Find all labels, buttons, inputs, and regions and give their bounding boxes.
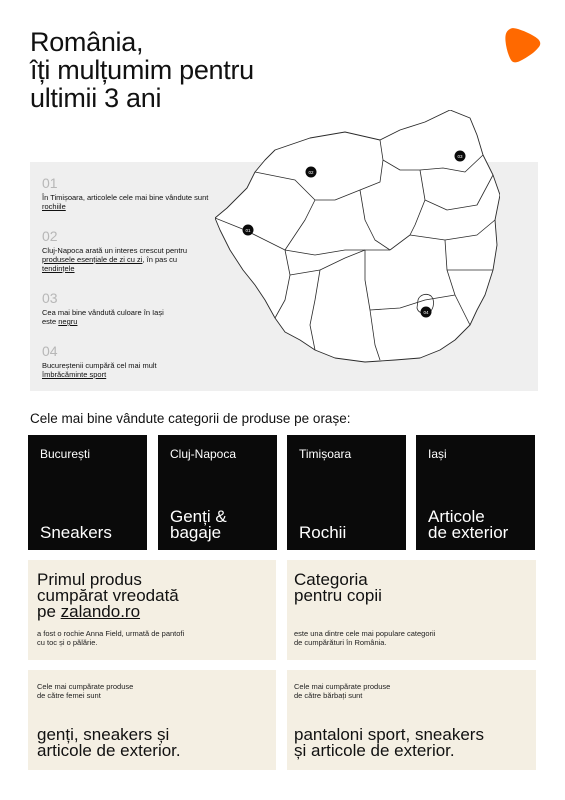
city-top-category: Genți & bagaje [170,507,227,542]
city-top-category: Sneakers [40,523,112,542]
city-top-category: Articole de exterior [428,507,509,542]
map-marker-04 [421,307,432,318]
insight-number: 02 [42,228,58,244]
headline-line-1: România, [30,27,144,57]
insight-text: În Timișoara, articolele cele mai bine vândute sunt rochiile [42,193,209,211]
city-name: Iași [428,447,447,461]
insight-text: Bucureștenii cumpără cel mai mult îmbrăcăminte sport [42,361,157,379]
city-card-bucuresti [28,435,147,550]
map-marker-label-01: 01 [245,228,251,233]
women-top-products-card [28,670,276,770]
city-name: București [40,447,91,461]
headline-line-3: ultimii 3 ani [30,83,162,113]
first-product-card [28,560,276,660]
insight-number: 03 [42,290,58,306]
insight-number: 04 [42,343,58,359]
headline-line-2: îți mulțumim pentru [30,55,254,85]
insight-04 [42,344,172,379]
men-products: pantaloni sport, sneakers și articole de exterior. [294,725,484,760]
map-marker-01 [243,225,254,236]
section-title: Cele mai bine vândute categorii de produse pe orașe: [30,411,351,426]
zalando-link[interactable]: zalando.ro [60,602,141,621]
city-top-category: Rochii [299,523,347,542]
kids-category-card [287,560,536,660]
map-marker-03 [455,151,466,162]
kids-heading: Categoria pentru copii [294,570,382,605]
insight-text: Cea mai bine vândută culoare în Iași este negru [42,308,164,326]
city-card-iasi [416,435,535,550]
city-card-cluj-napoca [158,435,277,550]
first-product-description: a fost o rochie Anna Field, urmată de pantofi cu toc și o pălărie. [37,629,185,647]
insight-link-rochiile[interactable]: rochiile [42,202,66,211]
city-name: Cluj-Napoca [170,447,237,461]
insight-01 [42,176,212,211]
insight-02 [42,229,202,273]
insight-link-tendintele[interactable]: tendințele [42,264,75,273]
city-name: Timișoara [299,447,352,461]
insight-link-imbracaminte-sport[interactable]: îmbrăcăminte sport [42,370,107,379]
romania-map [215,110,500,365]
men-intro: Cele mai cumpărate produse de către bărbați sunt [294,682,391,700]
insight-link-produse-esentiale[interactable]: produsele esențiale de zi cu zi [42,255,143,264]
insight-text: Cluj-Napoca arată un interes crescut pentru produsele esențiale de zi cu zi, în pas cu tendințele [42,246,188,273]
zalando-logo-icon [502,25,542,65]
men-top-products-card [287,670,536,770]
map-marker-label-02: 02 [308,170,314,175]
first-product-heading: Primul produs cumpărat vreodată pe zalando.ro [37,570,179,621]
map-marker-02 [306,167,317,178]
women-products: genți, sneakers și articole de exterior. [37,725,181,760]
page-headline [30,28,450,112]
map-marker-label-04: 04 [423,310,429,315]
insight-03 [42,291,172,326]
insight-link-negru[interactable]: negru [58,317,78,326]
city-card-timisoara [287,435,406,550]
map-marker-label-03: 03 [457,154,463,159]
kids-description: este una dintre cele mai populare categorii de cumpărături în România. [294,629,436,647]
insight-number: 01 [42,175,58,191]
women-intro: Cele mai cumpărate produse de către femei sunt [37,682,134,700]
